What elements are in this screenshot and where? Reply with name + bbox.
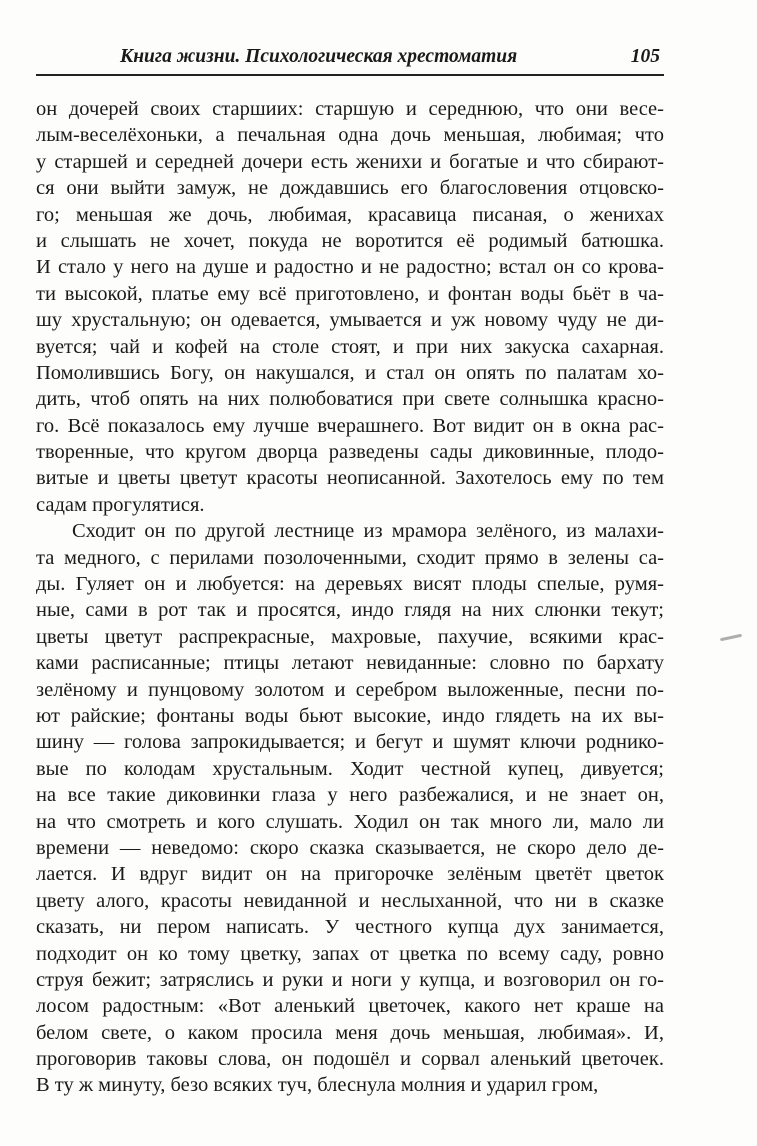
text-line: шу хрустальную; он одевается, умывается и уж новому чуду не ди- [36, 309, 664, 332]
text-line: Сходит он по другой лестнице из мрамора зелёного, из малахи- [72, 520, 664, 543]
text-line: времени — неведомо: скоро сказка сказывается, не скоро дело де- [36, 836, 664, 859]
text-line: и слышать не хочет, покуда не воротится её родимый батюшка. [36, 229, 664, 252]
text-line: шину — голова запрокидывается; и бегут и шумят ключи роднико- [36, 731, 664, 754]
text-line: дить, чтоб опять на них полюбоватися при свете солнышка красно- [36, 388, 664, 411]
text-line: на что смотреть и кого слушать. Ходил он так много ли, мало ли [36, 810, 664, 833]
text-line: ся они выйти замуж, не дождавшись его благословения отцовско- [36, 177, 664, 200]
text-line: сказать, ни пером написать. У честного купца дух занимается, [36, 916, 664, 939]
text-line: цветы цветут распрекрасные, махровые, пахучие, всякими крас- [36, 625, 664, 648]
text-line: та медного, с перилами позолоченными, сходит прямо в зелены са- [36, 546, 664, 569]
text-body [36, 96, 664, 1099]
paragraph [36, 518, 664, 1099]
text-line: ти высокой, платье ему всё приготовлено, и фонтан воды бьёт в ча- [36, 282, 664, 305]
text-line: витые и цветы цветут красоты неописанной. Захотелось ему по тем [36, 467, 664, 490]
text-line: зелёному и пунцовому золотом и серебром выложенные, песни по- [36, 678, 664, 701]
text-line: ют райские; фонтаны воды бьют высокие, индо глядеть на их вы- [36, 704, 664, 727]
text-line: на все такие диковинки глаза у него разбежалися, и не знает он, [36, 784, 664, 807]
text-line: ками расписанные; птицы летают невиданные: словно по бархату [36, 652, 664, 675]
text-line: ные, сами в рот так и просятся, индо глядя на них слюнки текут; [36, 599, 664, 622]
text-line: проговорив таковы слова, он подошёл и сорвал аленький цветочек. [36, 1048, 664, 1071]
text-line: садам прогулятися. [36, 493, 205, 516]
text-line: В ту ж минуту, безо всяких туч, блеснула молния и ударил гром, [36, 1074, 599, 1097]
running-title: Книга жизни. Психологическая хрестоматия [120, 46, 518, 67]
page-number: 105 [630, 46, 660, 67]
text-line: он дочерей своих старшиих: старшую и середнюю, что они весе- [36, 98, 664, 120]
text-line: белом свете, о каком просила меня дочь меньшая, любимая». И, [36, 1021, 664, 1044]
text-line: цвету алого, красоты невиданной и неслыханной, что ни в сказке [36, 889, 664, 912]
text-line: лым-веселёхоньки, а печальная одна дочь меньшая, любимая; что [36, 124, 664, 147]
text-line: лается. И вдруг видит он на пригорочке зелёным цветёт цветок [36, 863, 664, 886]
text-line: подходит он ко тому цветку, запах от цветка по всему саду, ровно [36, 942, 664, 965]
text-line: творенные, что кругом дворца разведены сады диковинные, плодо- [36, 441, 664, 464]
text-line: вуется; чай и кофей на столе стоят, и при них закуска сахарная. [36, 335, 664, 358]
text-line: го. Всё показалось ему лучше вчерашнего. Вот видит он в окна рас- [36, 414, 664, 437]
margin-pencil-mark [720, 634, 742, 642]
paragraph [36, 96, 664, 518]
text-line: ды. Гуляет он и любуется: на деревьях висят плоды спелые, румя- [36, 573, 664, 596]
text-line: вые по колодам хрустальным. Ходит честной купец, дивуется; [36, 757, 664, 780]
text-line: у старшей и середней дочери есть женихи и богатые и что сбирают- [36, 150, 664, 173]
text-line: струя бежит; затряслись и руки и ноги у купца, и возговорил он го- [36, 968, 664, 991]
text-line: Помолившись Богу, он накушался, и стал он опять по палатам хо- [36, 361, 664, 384]
running-header [36, 44, 664, 76]
text-line: И стало у него на душе и радостно и не радостно; встал он со крова- [36, 256, 664, 279]
text-line: го; меньшая же дочь, любимая, красавица писаная, о женихах [36, 203, 664, 226]
text-line: лосом радостным: «Вот аленький цветочек, какого нет краше на [36, 995, 664, 1018]
